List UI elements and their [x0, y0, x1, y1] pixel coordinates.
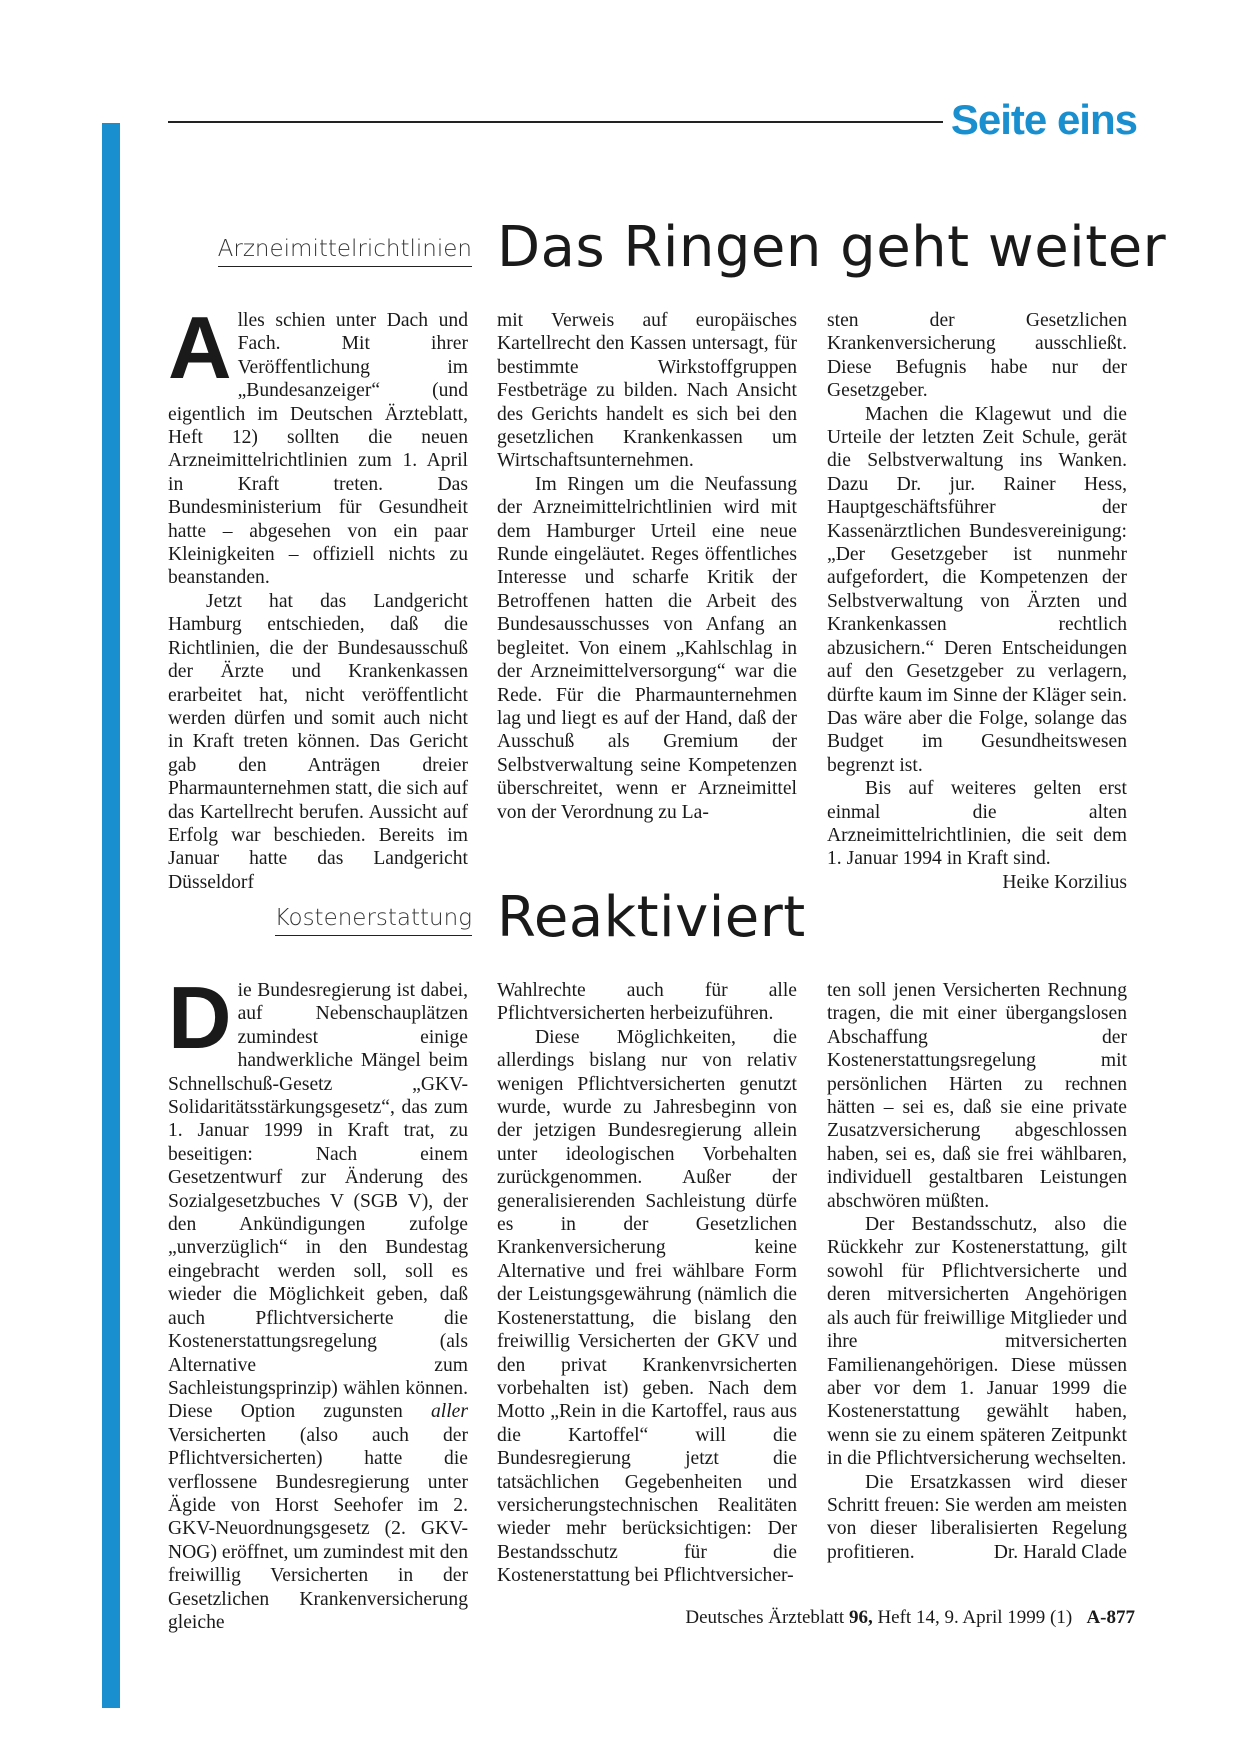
page-footer — [685, 1607, 1135, 1629]
article2-dropcap: D — [168, 968, 232, 1067]
article2-col3-p1: ten soll jenen Versicherten Rechnung tragen, die mit einer übergangslosen Abschaffung der Kostenerstattungsregelung mit persönlichen Härten zu rechnen hätten – sei es, daß sie eine private Zusatzversicherung abgeschlossen haben, sei es, daß sie frei wählbaren, individuell gestaltbaren Leistungen abschwören müßten. — [827, 980, 1127, 1212]
article1-kicker: Arzneimittelrichtlinien — [218, 236, 472, 267]
footer-page-number: A-877 — [1086, 1607, 1135, 1628]
sidebar-accent-bar — [102, 123, 120, 1708]
article2-col3-p3-text: Die Ersatzkassen wird dieser Schritt freuen: Sie werden am meisten von dieser liberalisierten Regelung profitieren. — [827, 1471, 1127, 1563]
article1-col3-p3-text: Bis auf weiteres gelten erst einmal die alten Arzneimittelrichtlinien, die seit dem 1. Januar 1994 in Kraft sind. — [827, 778, 1127, 870]
article2-col1-emphasis: aller — [430, 1401, 468, 1423]
article2-column-1 — [168, 968, 469, 1634]
article2-headline: Reaktiviert — [497, 885, 806, 950]
article1-column-3 — [827, 309, 1127, 894]
footer-journal: Deutsches Ärzteblatt — [685, 1607, 849, 1628]
article1-column-2 — [497, 309, 797, 824]
article2-col3-p3 — [827, 1471, 1127, 1565]
article2-col2-p1: Wahlrechte auch für alle Pflichtversicherten herbeizuführen. — [497, 980, 797, 1025]
article2-col3-p2: Der Bestandsschutz, also die Rückkehr zur Kostenerstattung, gilt sowohl für Pflichtversicherte und deren mitversicherten Angehörigen als auch für freiwillige Mitglieder und ihre mitversicherten Familienangehörigen. Diese müssen aber vor dem 1. Januar 1999 die Kostenerstattung gewählt haben, wenn sie zu einem späteren Zeitpunkt in die Pflichtversicherung wechselten. — [827, 1214, 1127, 1470]
article1-dropcap: A — [168, 298, 232, 397]
footer-issue: Heft 14, 9. April 1999 (1) — [872, 1607, 1073, 1628]
article1-col2-p2: Im Ringen um die Neufassung der Arzneimittelrichtlinien wird mit dem Hamburger Urteil eine neue Runde eingeläutet. Reges öffentliches Interesse und scharfe Kritik der Betroffenen hatten die Arbeit des Bundesausschusses von Anfang an begleitet. Von einem „Kahlschlag in der Arzneimittelversorgung“ war die Rede. Für die Pharmaunternehmen lag und liegt es auf der Hand, daß der Ausschuß als Gremium der Selbstverwaltung seine Kompetenzen überschreitet, wenn er Arzneimittel von der Verordnung zu La- — [497, 473, 797, 823]
article1-headline: Das Ringen geht weiter — [497, 215, 1167, 280]
article1-col1-p1 — [168, 298, 468, 590]
article1-column-1 — [168, 298, 468, 894]
article1-col3-p3 — [827, 777, 1127, 893]
top-rule — [168, 121, 943, 123]
article2-col1-text-b: Versicherten (also auch der Pflichtversicherten) hatte die verflossene Bundesregierung unter Ägide von Horst Seehofer im 2. GKV-Neuordnungsgesetz (2. GKV-NOG) eröffnet, um zumindest mit den freiwillig Versicherten in der Gesetzlichen Krankenversicherung gleiche — [168, 1424, 469, 1633]
article2-kicker: Kostenerstattung — [275, 905, 472, 936]
article2-byline: Dr. Harald Clade — [993, 1541, 1127, 1563]
article1-col3-p1: sten der Gesetzlichen Krankenversicherung ausschließt. Diese Befugnis habe nur der Gesetzgeber. — [827, 310, 1127, 402]
article2-col2-p2: Diese Möglichkeiten, die allerdings bislang nur von relativ wenigen Pflichtversicherten genutzt wurde, wurde zu Jahresbeginn von der jetzigen Bundesregierung allein unter ideologischen Vorbehalten zurückgenommen. Außer der generalisierenden Sachleistung dürfe es in der Gesetzlichen Krankenversicherung keine Alternative und frei wählbare Form der Leistungsgewährung (nämlich die Kostenerstattung, die bislang den freiwillig Versicherten der GKV und den privat Krankenvrsicherten vorbehalten ist) geben. Nach dem Motto „Rein in die Kartoffel, raus aus die Kartoffel“ will die Bundesregierung jetzt die tatsächlichen Gegebenheiten und versicherungstechnischen Realitäten wieder mehr berücksichtigen: Der Bestandsschutz für die Kostenerstattung bei Pflichtversicher- — [497, 1026, 797, 1587]
article1-col3-p2: Machen die Klagewut und die Urteile der letzten Zeit Schule, gerät die Selbstverwaltung ins Wanken. Dazu Dr. jur. Rainer Hess, Hauptgeschäftsführer der Kassenärztlichen Bundesvereinigung: „Der Gesetzgeber ist nunmehr aufgefordert, die Kompetenzen der Selbstverwaltung von Ärzten und Krankenkassen rechtlich abzusichern.“ Deren Entscheidungen auf den Gesetzgeber zu verlagern, dürfte kaum im Sinne der Kläger sein. Das wäre aber die Folge, solange das Budget im Gesundheitswesen begrenzt ist. — [827, 403, 1127, 776]
article2-column-3 — [827, 979, 1127, 1564]
article2-column-2 — [497, 979, 797, 1588]
article2-col1-text-a: ie Bundesregierung ist dabei, auf Nebenschauplätzen zumindest einige handwerkliche Mängel beim Schnellschuß-Gesetz „GKV-Solidaritätsstärkungsgesetz“, das zum 1. Januar 1999 in Kraft trat, zu beseitigen: Nach einem Gesetzentwurf zur Änderung des Sozialgesetzbuches V (SGB V), der den Ankündigungen zufolge „unverzüglich“ in den Bundestag eingebracht werden soll, soll es wieder die Möglichkeit geben, daß auch Pflichtversicherte die Kostenerstattungsregelung (als Alternative zum Sachleistungsprinzip) wählen können. Diese Option zugunsten — [168, 980, 468, 1423]
footer-volume: 96, — [848, 1607, 873, 1628]
article2-col1-p1 — [168, 968, 469, 1634]
article1-byline: Heike Korzilius — [1002, 871, 1127, 893]
section-label: Seite eins — [950, 96, 1137, 143]
article1-col2-p1: mit Verweis auf europäisches Kartellrecht den Kassen untersagt, für bestimmte Wirkstoffgruppen Festbeträge zu bilden. Nach Ansicht des Gerichts handelt es sich bei den gesetzlichen Krankenkassen um Wirtschaftsunternehmen. — [497, 310, 797, 472]
article1-col1-p1-text: lles schien unter Dach und Fach. Mit ihrer Veröffentlichung im „Bundesanzeiger“ (und eigentlich im Deutschen Ärzteblatt, Heft 12) sollten die neuen Arzneimittelrichtlinien zum 1. April in Kraft treten. Das Bundesministerium für Gesundheit hatte – abgesehen von ein paar Kleinigkeiten – offiziell nichts zu beanstanden. — [168, 310, 468, 589]
article1-col1-p2: Jetzt hat das Landgericht Hamburg entschieden, daß die Richtlinien, die der Bundesausschuß der Ärzte und Krankenkassen erarbeitet hat, nicht veröffentlicht werden dürfen und somit auch nicht in Kraft treten können. Das Gericht gab den Anträgen dreier Pharmaunternehmen statt, die sich auf das Kartellrecht berufen. Aussicht auf Erfolg war beschieden. Bereits im Januar hatte das Landgericht Düsseldorf — [168, 590, 468, 893]
